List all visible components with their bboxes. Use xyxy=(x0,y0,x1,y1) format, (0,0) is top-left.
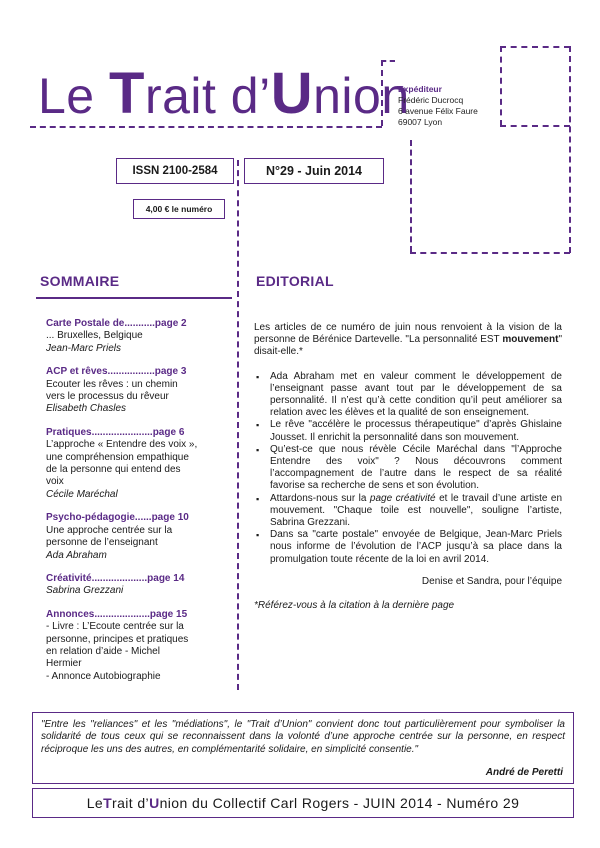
price-box: 4,00 € le numéro xyxy=(133,199,225,219)
toc-line: une compréhension empathique xyxy=(46,451,189,463)
toc-entry[interactable] xyxy=(46,609,232,683)
stamp-frame-bottom xyxy=(410,252,570,254)
toc-heading[interactable]: ACP et rêves.................page 3 xyxy=(46,366,187,378)
toc-author: Ada Abraham xyxy=(46,549,107,561)
editorial-intro-text: Les articles de ce numéro de juin nous renvoient à la vision de la personne de Bérénice Dartevelle. "La personnalité EST xyxy=(254,322,562,346)
sender-name: Frédéric Ducrocq xyxy=(398,95,464,105)
quote-box xyxy=(32,712,574,784)
toc-line: en relation d’aide - Michel xyxy=(46,645,160,657)
quote-author: André de Peretti xyxy=(485,766,563,778)
toc-line: Hermier xyxy=(46,658,82,670)
toc-line: personne de l’enseignant xyxy=(46,537,158,549)
logo-letter-t: T xyxy=(109,61,145,126)
footer-letter-t: T xyxy=(103,795,113,811)
toc-entry[interactable] xyxy=(46,366,232,416)
sender-city: 69007 Lyon xyxy=(398,117,443,127)
table-of-contents xyxy=(46,318,232,694)
editorial-intro-text: " disait-elle.* xyxy=(254,334,562,358)
sender-street: 6 avenue Félix Faure xyxy=(398,106,478,116)
sender-heading: Expéditeur xyxy=(398,84,442,94)
footer-banner xyxy=(32,788,574,818)
toc-heading[interactable]: Pratiques......................page 6 xyxy=(46,426,185,438)
stamp-frame-notch-h xyxy=(500,125,570,127)
editorial-bullet-list xyxy=(254,371,562,566)
toc-heading[interactable]: Psycho-pédagogie......page 10 xyxy=(46,512,189,524)
stamp-frame-top xyxy=(500,46,570,48)
editorial-bullet: ▪ Le rêve "accélère le processus thérapeutique" d’après Ghislaine Jousset. Il enrichit la personnalité dans son mouvement. xyxy=(254,419,562,443)
footer-text: Le xyxy=(86,795,104,811)
toc-line: Ecouter les rêves : un chemin xyxy=(46,378,178,390)
issn-box: ISSN 2100-2584 xyxy=(116,158,234,184)
stamp-frame-right xyxy=(569,46,571,253)
bullet-italic: page créativité xyxy=(369,492,436,504)
toc-author: Cécile Maréchal xyxy=(46,488,118,500)
toc-line: - Livre : L’Ecoute centrée sur la xyxy=(46,621,184,633)
editorial-footnote: *Référez-vous à la citation à la dernière page xyxy=(254,600,455,612)
toc-author: Jean-Marc Priels xyxy=(46,342,122,354)
footer-text: rait d’ xyxy=(112,795,150,811)
sender-address xyxy=(398,84,478,128)
logo-part: Le xyxy=(38,68,110,124)
column-divider xyxy=(237,160,239,690)
toc-line: Une approche centrée sur la xyxy=(46,524,173,536)
toc-entry[interactable] xyxy=(46,573,232,598)
editorial-bullet: ▪ Qu’est-ce que nous révèle Cécile Maréchal dans "l’Approche Entendre des voix" ? Nous découvrons comment l’accompagnement de l’autre dans le respect de sa réalité favorise sa recherche de sens et son évolution. xyxy=(254,444,562,493)
stamp-frame-left xyxy=(410,140,412,252)
footer-text: nion du Collectif Carl Rogers - JUIN 2014 - Numéro 29 xyxy=(159,795,520,811)
editorial-signature: Denise et Sandra, pour l’équipe xyxy=(421,575,562,587)
toc-line: personne, principes et pratiques xyxy=(46,633,189,645)
editorial-intro xyxy=(254,322,562,359)
logo-part: rait d’ xyxy=(144,68,271,124)
editorial-bullet: ▪ Ada Abraham met en valeur comment le développement de l’enseignant passe avant tout par le développement de sa personnalité. Il n’est qu’à cette condition qu’il peut améliorer sa relation avec les élèves et la qualité de son enseignement. xyxy=(254,371,562,420)
bullet-text: Attardons-nous sur la xyxy=(270,492,370,504)
quote-text: "Entre les "reliances" et les "médiations", le "Trait d’Union" convient donc tout particulièrement pour symboliser la solidarité de tous ceux qui se reconnaissent dans la volonté d’une approche centrée sur la personne, en respect réciproque les uns des autres, en complémentarité solidaire, en simplicité consentie." xyxy=(41,719,565,755)
toc-line: vers le processus du rêveur xyxy=(46,391,169,403)
sommaire-title: SOMMAIRE xyxy=(40,273,120,289)
editorial-bullet: ▪ Dans sa "carte postale" envoyée de Belgique, Jean-Marc Priels nous informe de l’évolution de l’ACP jusqu’à sa place dans la promulgation toute récente de la loi en avril 2014. xyxy=(254,529,562,566)
footer-letter-u: U xyxy=(149,795,160,811)
toc-author: Elisabeth Chasles xyxy=(46,403,127,415)
toc-line: - Annonce Autobiographie xyxy=(46,670,161,682)
editorial-bullet xyxy=(254,493,562,530)
logo-letter-u: U xyxy=(270,61,314,126)
toc-heading[interactable]: Créativité....................page 14 xyxy=(46,572,185,584)
editorial-body xyxy=(254,322,562,612)
toc-entry[interactable] xyxy=(46,427,232,501)
toc-line: voix xyxy=(46,476,64,488)
toc-line: ... Bruxelles, Belgique xyxy=(46,330,143,342)
issue-box: N°29 - Juin 2014 xyxy=(244,158,384,184)
toc-entry[interactable] xyxy=(46,512,232,562)
logo-part: nion xyxy=(313,68,410,124)
editorial-intro-emphasis: mouvement xyxy=(502,334,559,346)
toc-line: de la personne qui entend des xyxy=(46,464,181,476)
editorial-title: EDITORIAL xyxy=(256,273,334,289)
toc-entry[interactable] xyxy=(46,318,232,355)
toc-heading[interactable]: Annonces....................page 15 xyxy=(46,608,188,620)
toc-author: Sabrina Grezzani xyxy=(46,585,124,597)
sommaire-underline xyxy=(36,297,232,299)
toc-heading[interactable]: Carte Postale de...........page 2 xyxy=(46,318,187,329)
newsletter-logo xyxy=(38,60,410,127)
stamp-frame-notch xyxy=(500,46,502,126)
bullet-text: et le travail d’une artiste en mouvement. "Chaque toile est nouvelle", souligne l’artiste, Sabrina Grezzani. xyxy=(270,492,563,529)
toc-line: L’approche « Entendre des voix », xyxy=(46,439,198,451)
